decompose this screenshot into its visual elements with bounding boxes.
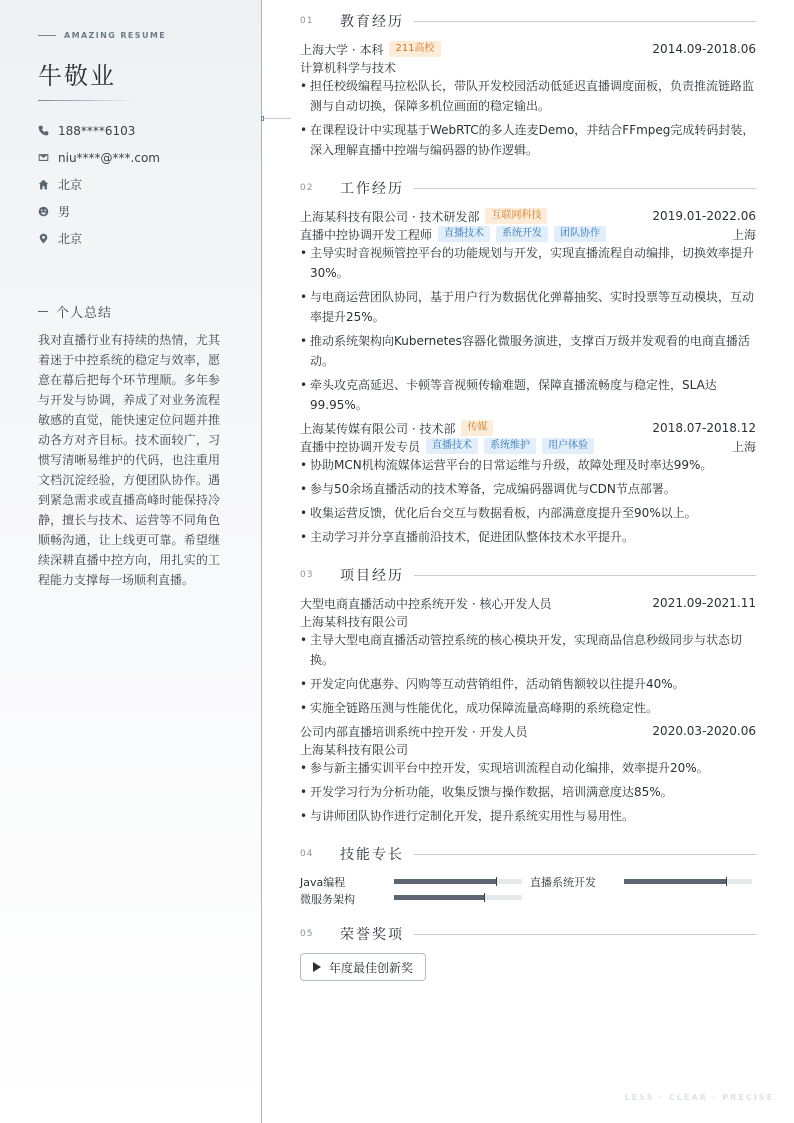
project-2-row [300, 722, 756, 740]
contact-gender-text: 男 [58, 205, 71, 219]
summary-title: 个人总结 [56, 306, 113, 321]
section-title: 工作经历 [340, 181, 404, 197]
tag-dash [38, 35, 56, 36]
school-name: 上海大学 · 本科 [300, 42, 384, 57]
footer-watermark: LESS · CLEAR · PRECISE [624, 1093, 774, 1102]
list-item: • 担任校级编程马拉松队长，带队开发校园活动低延迟直播调度面板，负责推流链路监测与自动切换，保障多机位画面的稳定输出。 [300, 76, 756, 116]
skill-marker [496, 877, 497, 886]
play-icon [313, 962, 321, 972]
contact-home-text: 北京 [58, 178, 83, 192]
list-item: • 与讲师团队协作进行定制化开发，提升系统实用性与易用性。 [300, 806, 756, 826]
skill-bar [394, 895, 522, 900]
sidebar [0, 0, 262, 1123]
job-2-role-row [300, 437, 756, 455]
list-item: • 参与50余场直播活动的技术筹备，完成编码器调优与CDN节点部署。 [300, 479, 756, 499]
contact-phone-text: 188****6103 [58, 123, 136, 138]
section-projects-header [300, 565, 756, 585]
education-date: 2014.09-2018.06 [652, 42, 756, 56]
contact-gender [38, 198, 248, 225]
project-name: 公司内部直播培训系统中控开发 · 开发人员 [300, 724, 528, 739]
skill-bar [394, 879, 522, 884]
job-company: 上海某科技有限公司 · 技术研发部 [300, 209, 480, 224]
skill-tag: 用户体验 [542, 438, 594, 454]
project-1-row [300, 594, 756, 612]
list-item: • 实施全链路压测与性能优化，成功保障流量高峰期的系统稳定性。 [300, 698, 756, 718]
section-rule [414, 188, 756, 189]
school-badge: 211高校 [389, 41, 440, 57]
summary-text: 我对直播行业有持续的热情，尤其着迷于中控系统的稳定与效率，愿意在幕后把每个环节理顺。多年参与开发与协调，养成了对业务流程敏感的直觉，能快速定位问题并推动各方对齐目标。技术面较广，习惯写清晰易维护的代码，也注重用文档沉淀经验，方便团队协作。遇到紧急需求或直播高峰时能保持冷静，擅长与技术、运营等不同角色顺畅沟通，让上线更可靠。希望继续深耕直播中控方向，用扎实的工程能力支撑每一场顺利直播。 [38, 333, 220, 587]
skill-name: 直播系统开发 [530, 876, 596, 889]
timeline-tick [261, 118, 291, 119]
section-title: 荣誉奖项 [340, 927, 404, 943]
list-item: • 推动系统架构向Kubernetes容器化微服务演进，支撑百万级并发观看的电商直播活动。 [300, 331, 756, 371]
list-item: • 开发定向优惠券、闪购等互动营销组件，活动销售额较以往提升40%。 [300, 674, 756, 694]
section-number: 04 [300, 849, 314, 859]
project-company: 上海某科技有限公司 [300, 742, 409, 757]
job-2-row [300, 419, 756, 437]
summary-dash [38, 311, 48, 312]
section-title: 项目经历 [340, 568, 404, 584]
name-divider [38, 100, 138, 101]
list-item: • 参与新主播实训平台中控开发，实现培训流程自动化编排，效率提升20%。 [300, 758, 756, 778]
list-item: • 主导实时音视频管控平台的功能规划与开发，实现直播流程自动编排，切换效率提升30%。 [300, 243, 756, 283]
candidate-name: 牛敬业 [38, 62, 116, 90]
contact-location [38, 225, 248, 252]
industry-badge: 传媒 [461, 420, 493, 436]
resume-tag [38, 31, 166, 40]
list-item: • 主动学习并分享直播前沿技术，促进团队整体技术水平提升。 [300, 527, 756, 547]
section-honors-header [300, 924, 756, 944]
major-row [300, 58, 756, 76]
section-number: 01 [300, 16, 314, 26]
timeline-marker [261, 116, 264, 121]
section-education-header [300, 11, 756, 31]
award-label: 年度最佳创新奖 [329, 960, 414, 975]
home-icon [38, 179, 49, 190]
list-item: • 牵头攻克高延迟、卡顿等音视频传输难题，保障直播流畅度与稳定性，SLA达99.95%。 [300, 375, 756, 415]
section-rule [414, 934, 756, 935]
contact-list [38, 117, 248, 252]
award-item[interactable] [300, 953, 426, 981]
location-icon [38, 233, 49, 244]
job-role: 直播中控协调开发工程师 [300, 227, 433, 242]
list-item: • 与电商运营团队协同，基于用户行为数据优化弹幕抽奖、实时投票等互动模块，互动率提升25%。 [300, 287, 756, 327]
section-title: 教育经历 [340, 14, 404, 30]
project-name: 大型电商直播活动中控系统开发 · 核心开发人员 [300, 596, 552, 611]
job-role: 直播中控协调开发专员 [300, 439, 421, 454]
contact-location-text: 北京 [58, 232, 83, 246]
section-number: 02 [300, 183, 314, 193]
skill-tag: 系统维护 [484, 438, 536, 454]
skill-tag: 团队协作 [554, 226, 606, 242]
skill-marker [484, 893, 485, 902]
job-1-role-row [300, 225, 756, 243]
project-date: 2020.03-2020.06 [652, 724, 756, 738]
industry-badge: 互联网科技 [485, 208, 547, 224]
section-work-header [300, 178, 756, 198]
skill-marker [726, 877, 727, 886]
skill-fill [394, 879, 496, 884]
list-item: • 在课程设计中实现基于WebRTC的多人连麦Demo，并结合FFmpeg完成转码封装，深入理解直播中控端与编码器的协作逻辑。 [300, 120, 756, 160]
section-rule [414, 575, 756, 576]
job-city: 上海 [731, 439, 756, 454]
skill-name: Java编程 [300, 876, 346, 889]
section-number: 03 [300, 570, 314, 580]
contact-email-text: niu****@***.com [58, 150, 160, 165]
contact-home [38, 171, 248, 198]
contact-phone [38, 117, 248, 144]
skill-fill [624, 879, 726, 884]
job-company: 上海某传媒有限公司 · 技术部 [300, 421, 456, 436]
education-row [300, 40, 756, 58]
gender-icon [38, 206, 49, 217]
list-item: • 开发学习行为分析功能，收集反馈与操作数据，培训满意度达85%。 [300, 782, 756, 802]
project-date: 2021.09-2021.11 [652, 596, 756, 610]
section-number: 05 [300, 929, 314, 939]
project-company: 上海某科技有限公司 [300, 614, 409, 629]
section-skills-header [300, 844, 756, 864]
major-name: 计算机科学与技术 [300, 60, 397, 75]
list-item: • 收集运营反馈，优化后台交互与数据看板，内部满意度提升至90%以上。 [300, 503, 756, 523]
list-item: • 主导大型电商直播活动管控系统的核心模块开发，实现商品信息秒级同步与状态切换。 [300, 630, 756, 670]
job-date: 2018.07-2018.12 [652, 421, 756, 435]
skill-tag: 直播技术 [438, 226, 490, 242]
skill-tag: 直播技术 [426, 438, 478, 454]
job-1-row [300, 207, 756, 225]
project-2-company-row [300, 740, 756, 758]
phone-icon [38, 125, 49, 136]
section-rule [414, 21, 756, 22]
job-date: 2019.01-2022.06 [652, 209, 756, 223]
skill-fill [394, 895, 484, 900]
skill-tag: 系统开发 [496, 226, 548, 242]
list-item: • 协助MCN机构流媒体运营平台的日常运维与升级，故障处理及时率达99%。 [300, 455, 756, 475]
skill-bar [624, 879, 752, 884]
section-title: 技能专长 [340, 847, 404, 863]
section-rule [414, 854, 756, 855]
skill-name: 微服务架构 [300, 893, 355, 906]
mail-icon [38, 152, 49, 163]
summary-heading [38, 302, 112, 321]
contact-email [38, 144, 248, 171]
job-city: 上海 [731, 227, 756, 242]
project-1-company-row [300, 612, 756, 630]
tag-text: AMAZING RESUME [64, 31, 167, 40]
